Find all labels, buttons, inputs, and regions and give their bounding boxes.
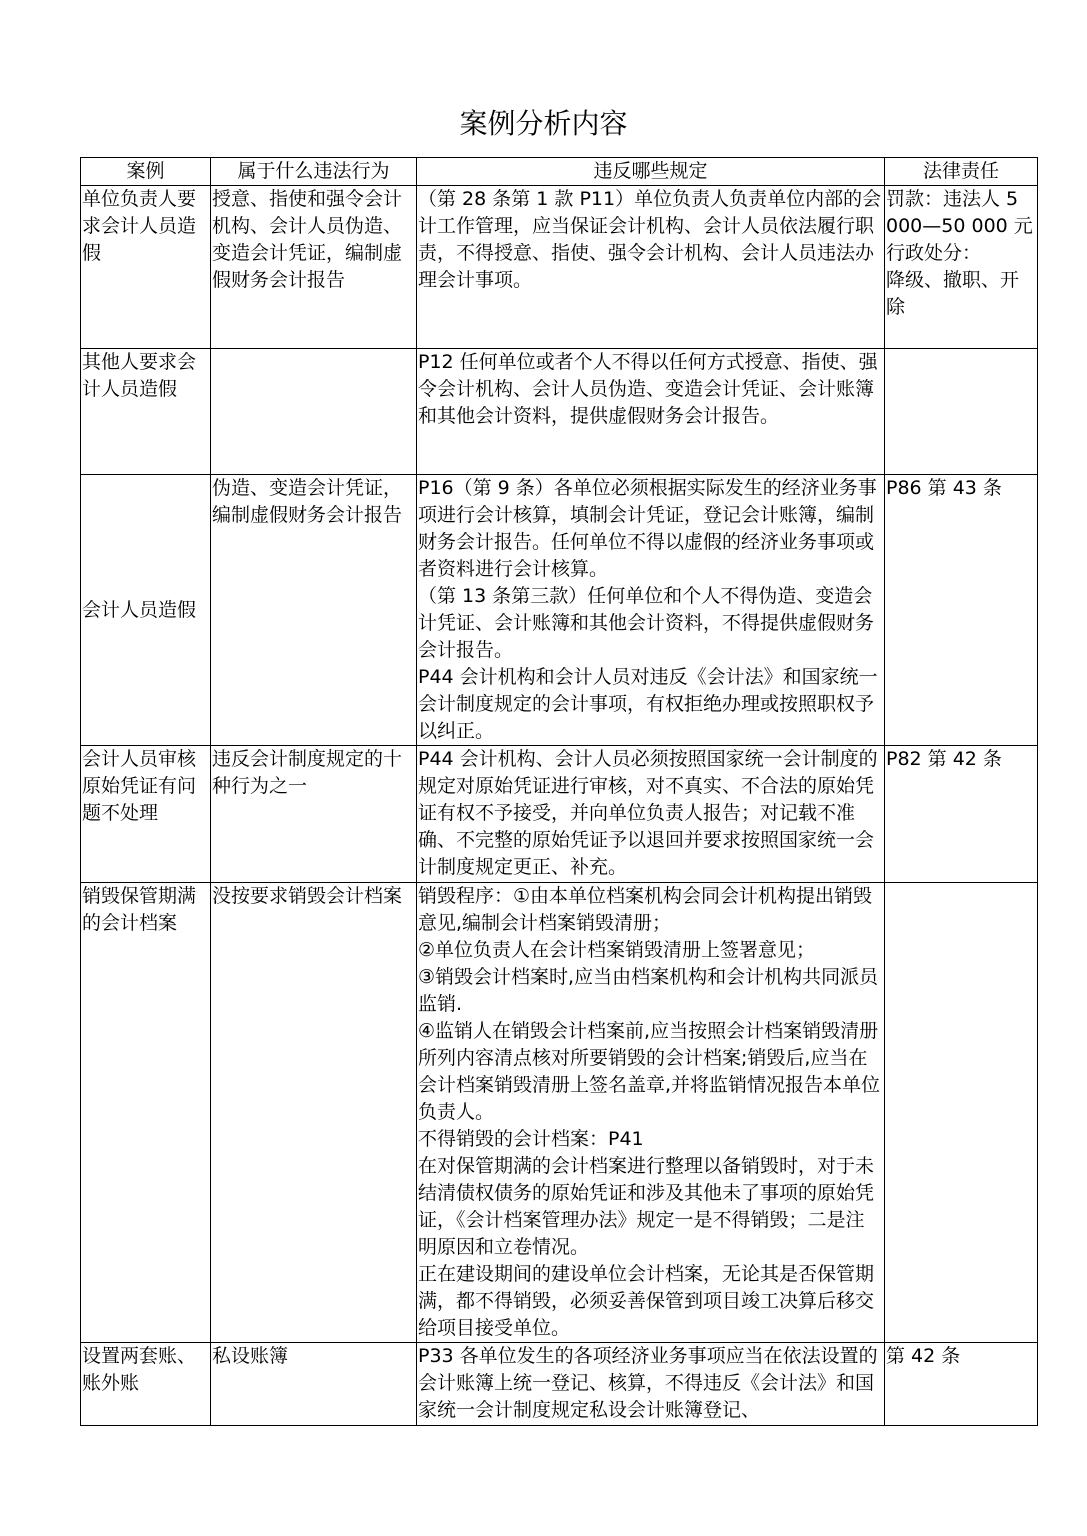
regulation-paragraph: 销毁程序：①由本单位档案机构会同会计机构提出销毁意见,编制会计档案销毁清册；	[418, 885, 873, 934]
regulation-paragraph: P44 会计机构、会计人员必须按照国家统一会计制度的规定对原始凭证进行审核，对不真实、不合法的原始凭证有权不予接受，并向单位负责人报告；对记载不准确、不完整的原始凭证予以退回并要求按照国家统一会计制度规定更正、补充。	[418, 748, 878, 878]
regulation-paragraph: 正在建设期间的建设单位会计档案，无论其是否保管期满，都不得销毁，必须妥善保管到项目竣工决算后移交给项目接受单位。	[418, 1263, 875, 1339]
case-cell: 设置两套账、账外账	[81, 1343, 211, 1426]
liability-line: 降级、撤职、开除	[886, 269, 1020, 318]
regulation-paragraph: ②单位负责人在会计档案销毁清册上签署意见；	[418, 939, 816, 961]
case-cell: 会计人员审核原始凭证有问题不处理	[81, 746, 211, 883]
violation-cell: 私设账簿	[211, 1343, 417, 1426]
table-row	[81, 746, 1038, 883]
liability-cell	[885, 746, 1038, 883]
table-row	[81, 186, 1038, 349]
table-header-row	[81, 158, 1038, 186]
header-violation-type: 属于什么违法行为	[211, 158, 417, 186]
case-cell: 销毁保管期满的会计档案	[81, 883, 211, 1343]
liability-cell	[885, 883, 1038, 1343]
violation-cell: 没按要求销毁会计档案	[211, 883, 417, 1343]
liability-line: 罚款：违法人 5 000—50 000 元	[886, 188, 1033, 237]
violation-cell: 违反会计制度规定的十种行为之一	[211, 746, 417, 883]
liability-cell	[885, 1343, 1038, 1426]
regulation-cell	[417, 349, 885, 475]
liability-cell	[885, 475, 1038, 746]
liability-cell	[885, 186, 1038, 349]
regulation-paragraph: ④监销人在销毁会计档案前,应当按照会计档案销毁清册所列内容清点核对所要销毁的会计档案;销毁后,应当在会计档案销毁清册上签名盖章,并将监销情况报告本单位负责人。	[418, 1020, 881, 1123]
table-row	[81, 1343, 1038, 1426]
table-row	[81, 349, 1038, 475]
regulation-paragraph: P16（第 9 条）各单位必须根据实际发生的经济业务事项进行会计核算，填制会计凭证，登记会计账簿，编制财务会计报告。任何单位不得以虚假的经济业务事项或者资料进行会计核算。	[418, 477, 877, 580]
case-cell: 会计人员造假	[81, 475, 211, 746]
regulation-paragraph: P33 各单位发生的各项经济业务事项应当在依法设置的会计账簿上统一登记、核算，不得违反《会计法》和国家统一会计制度规定私设会计账簿登记、	[418, 1345, 878, 1421]
liability-line: 第 42 条	[886, 1345, 961, 1367]
header-liability: 法律责任	[885, 158, 1038, 186]
document-title: 案例分析内容	[459, 107, 628, 140]
violation-cell: 伪造、变造会计凭证，编制虚假财务会计报告	[211, 475, 417, 746]
liability-line: P86 第 43 条	[886, 477, 1002, 499]
liability-cell	[885, 349, 1038, 475]
violation-cell	[211, 349, 417, 475]
liability-line: P82 第 42 条	[886, 748, 1002, 770]
case-cell: 其他人要求会计人员造假	[81, 349, 211, 475]
regulation-paragraph: 不得销毁的会计档案：P41	[418, 1128, 644, 1150]
regulation-paragraph: P12 任何单位或者个人不得以任何方式授意、指使、强令会计机构、会计人员伪造、变造会计凭证、会计账簿和其他会计资料，提供虚假财务会计报告。	[418, 351, 878, 427]
regulation-paragraph: P44 会计机构和会计人员对违反《会计法》和国家统一会计制度规定的会计事项，有权拒绝办理或按照职权予以纠正。	[418, 666, 878, 742]
regulation-paragraph: ③销毁会计档案时,应当由档案机构和会计机构共同派员监销.	[418, 966, 879, 1015]
regulation-cell	[417, 883, 885, 1343]
regulation-cell	[417, 746, 885, 883]
regulation-paragraph: （第 28 条第 1 款 P11）单位负责人负责单位内部的会计工作管理，应当保证会计机构、会计人员依法履行职责，不得授意、指使、强令会计机构、会计人员违法办理会计事项。	[418, 188, 882, 291]
regulation-paragraph: （第 13 条第三款）任何单位和个人不得伪造、变造会计凭证、会计账簿和其他会计资料，不得提供虚假财务会计报告。	[418, 585, 875, 661]
regulation-paragraph: 在对保管期满的会计档案进行整理以备销毁时，对于未结清债权债务的原始凭证和涉及其他未了事项的原始凭证，《会计档案管理办法》规定一是不得销毁；二是注明原因和立卷情况。	[418, 1155, 875, 1258]
case-analysis-table	[80, 157, 1038, 1426]
header-regulation: 违反哪些规定	[417, 158, 885, 186]
header-case: 案例	[81, 158, 211, 186]
regulation-cell	[417, 475, 885, 746]
case-cell: 单位负责人要求会计人员造假	[81, 186, 211, 349]
table-row	[81, 883, 1038, 1343]
violation-cell: 授意、指使和强令会计机构、会计人员伪造、变造会计凭证，编制虚假财务会计报告	[211, 186, 417, 349]
regulation-cell	[417, 1343, 885, 1426]
liability-line: 行政处分：	[886, 242, 982, 264]
regulation-cell	[417, 186, 885, 349]
table-row	[81, 475, 1038, 746]
